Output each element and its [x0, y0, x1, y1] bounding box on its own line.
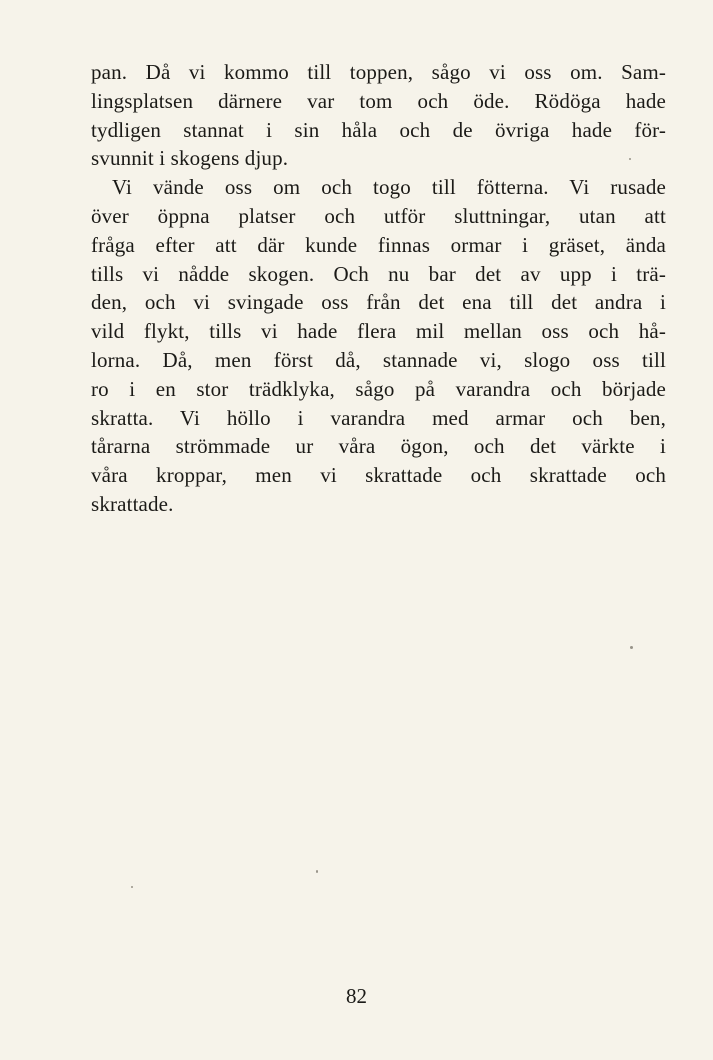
body-text	[91, 58, 666, 519]
text-line-11: lorna. Då, men först då, stannade vi, slogo oss till	[91, 347, 666, 372]
text-line-14: tårarna strömmade ur våra ögon, och det värkte i	[91, 434, 666, 459]
text-line-6: över öppna platser och utför sluttningar, utan att	[91, 203, 666, 228]
text-line-15: våra kroppar, men vi skrattade och skrattade och	[91, 463, 666, 488]
text-line-10: vild flykt, tills vi hade flera mil mellan oss och hå-	[91, 319, 666, 344]
text-line-1: pan. Då vi kommo till toppen, sågo vi oss om. Sam-	[91, 60, 666, 84]
text-line-12: ro i en stor trädklyka, sågo på varandra och började	[91, 376, 666, 401]
text-line-4: svunnit i skogens djup.	[91, 146, 289, 171]
text-line-7: fråga efter att där kunde finnas ormar i gräset, ända	[91, 232, 666, 257]
text-line-16: skrattade.	[91, 491, 174, 516]
text-line-2: lingsplatsen därnere var tom och öde. Rödöga hade	[91, 88, 666, 113]
text-line-13: skratta. Vi höllo i varandra med armar och ben,	[91, 405, 666, 430]
text-line-3: tydligen stannat i sin håla och de övriga hade för-	[91, 117, 666, 142]
text-line-9: den, och vi svingade oss från det ena till det andra i	[91, 290, 666, 315]
print-speck	[630, 646, 633, 649]
print-speck	[316, 870, 318, 873]
text-line-5: Vi vände oss om och togo till fötterna. Vi rusade	[112, 175, 666, 200]
page-number: 82	[346, 984, 367, 1008]
text-line-8: tills vi nådde skogen. Och nu bar det av upp i trä-	[91, 261, 666, 286]
print-speck	[131, 886, 133, 888]
print-speck	[629, 158, 631, 160]
